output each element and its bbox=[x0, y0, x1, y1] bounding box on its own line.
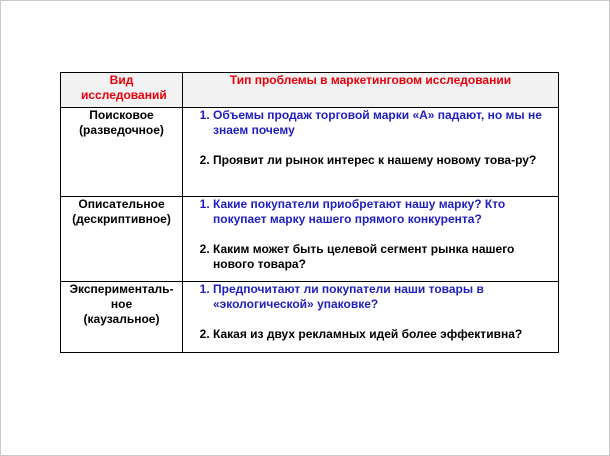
problem-list bbox=[183, 282, 558, 342]
research-type-name: Поисковое bbox=[89, 108, 154, 122]
problems-cell bbox=[183, 108, 559, 197]
research-type-name: Описательное bbox=[78, 197, 165, 211]
header-research-type: Вид исследований bbox=[61, 73, 183, 108]
research-type-cell bbox=[61, 108, 183, 197]
problem-item: 1. Объемы продаж торговой марки «А» падают, но мы не знаем почему bbox=[213, 108, 558, 138]
research-type-name: Эксперименталь-ное bbox=[69, 282, 174, 311]
problem-list bbox=[183, 108, 558, 168]
problem-item: 2. Проявит ли рынок интерес к нашему новому това-ру? bbox=[213, 153, 558, 168]
table-row bbox=[61, 197, 559, 282]
table-row bbox=[61, 108, 559, 197]
table-header-row bbox=[61, 73, 559, 108]
problem-item: 1. Предпочитают ли покупатели наши товары в «экологической» упаковке? bbox=[213, 282, 558, 312]
header-problem-type: Тип проблемы в маркетинговом исследовании bbox=[183, 73, 559, 108]
research-type-cell bbox=[61, 282, 183, 353]
research-type-cell bbox=[61, 197, 183, 282]
problem-list bbox=[183, 197, 558, 272]
table-row bbox=[61, 282, 559, 353]
problem-item: 2. Каким может быть целевой сегмент рынка нашего нового товара? bbox=[213, 242, 558, 272]
research-type-alias: (разведочное) bbox=[79, 123, 164, 137]
research-types-table bbox=[60, 72, 559, 353]
problem-item: 1. Какие покупатели приобретают нашу марку? Кто покупает марку нашего прямого конкурента? bbox=[213, 197, 558, 227]
problems-cell bbox=[183, 282, 559, 353]
problem-item: 2. Какая из двух рекламных идей более эффективна? bbox=[213, 327, 558, 342]
problems-cell bbox=[183, 197, 559, 282]
research-type-alias: (каузальное) bbox=[83, 312, 160, 326]
research-type-alias: (дескриптивное) bbox=[72, 212, 171, 226]
